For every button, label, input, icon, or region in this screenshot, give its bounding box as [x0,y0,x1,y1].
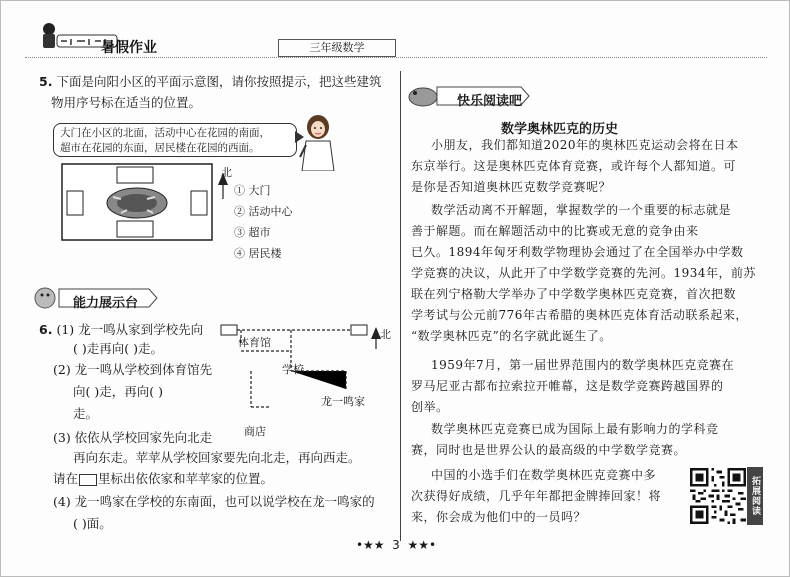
hint-line2: 超市在花园的东面，居民楼在花园的西面。 [60,142,260,154]
q6-p2c: 走。 [73,406,99,421]
label-school: 学校 [282,363,304,376]
article-line-18: 来，你会成为他们中的一员吗？ [411,510,587,524]
article-line-10: “数学奥林匹克”的名字就此诞生了。 [411,329,612,343]
article-line-2: 东京举行。这是奥林匹克体育竞赛，或许每个人都知道。可 [411,159,737,173]
label-gym: 体育馆 [238,336,271,349]
q6-number: 6. [39,322,53,337]
article-title: 数学奥林匹克的历史 [501,122,619,137]
q6-p4b: ( )面。 [73,516,112,531]
label-shop: 商店 [244,425,266,438]
teacher-illustration-icon [298,113,338,171]
article-line-9: 学考试与公元前776年古希腊的奥林匹克体育活动联系起来， [411,308,748,322]
q6-p1a: 6. (1) 龙一鸣从家到学校先向 [39,322,204,337]
qr-code-icon[interactable] [690,467,746,525]
legend-supermarket: ③ 超市 [234,226,271,239]
article-line-4: 数学活动离不开解题，掌握数学的一个重要的标志就是 [431,203,732,217]
q6-p2a: (2) 龙一鸣从学校到体育馆先 [53,362,213,377]
qr-extended-reading-label: 拓展阅读 [747,467,763,525]
article-line-15: 赛，同时也是世界公认的最高级的中学数学竞赛。 [411,443,687,457]
page-number: 3 [392,538,400,552]
article-line-11: 1959年7月，第一届世界范围内的数学奥林匹克竞赛在 [431,358,735,372]
article-line-17: 次获得好成绩，几乎年年都把金牌捧回家！将 [411,489,662,503]
map-north-label: 北 [221,166,232,179]
q6-p1b: ( )走再向( )走。 [73,341,163,356]
article-line-13: 创举。 [411,400,449,414]
q6-p3b: 再向东走。苹苹从学校回家要先向北走，再向西走。 [73,450,361,465]
q6-p4a: (4) 龙一鸣家在学校的东南面，也可以说学校在龙一鸣家的 [53,494,375,509]
article-line-1: 小朋友，我们都知道2020年的奥林匹克运动会将在日本 [431,138,739,152]
footer-stars-right: ★★• [407,538,437,552]
q5-line1: 5. 下面是向阳小区的平面示意图，请你按照提示，把这些建筑 [39,74,382,89]
article-line-12: 罗马尼亚古都布拉索拉开帷幕，这是数学竞赛跨越国界的 [411,379,724,393]
legend-activity-center: ② 活动中心 [234,205,293,218]
reading-section-label: 快乐阅读吧 [457,94,523,109]
header-title: 暑假作业 [101,40,157,56]
header-divider [25,57,767,58]
route-north-label: 北 [380,328,391,341]
grade-label: 三年级数学 [278,39,396,57]
article-line-16: 中国的小选手们在数学奥林匹克竞赛中多 [431,468,657,482]
legend-residential: ④ 居民楼 [234,247,282,260]
legend-gate: ① 大门 [234,184,271,197]
q6-p2b: 向( )走，再向( ) [73,384,163,399]
page-footer [1,538,790,552]
answer-box-icon [79,474,97,486]
ability-section-label: 能力展示台 [73,296,139,311]
q5-number: 5. [39,74,53,89]
label-home: 龙一鸣家 [321,395,365,408]
footer-stars-left: •★★ [355,538,385,552]
hint-line1: 大门在小区的北面，活动中心在花园的南面， [60,127,270,139]
article-line-14: 数学奥林匹克竞赛已成为国际上最有影响力的学科竞 [431,422,719,436]
neighborhood-map [61,163,213,241]
article-line-3: 是你是否知道奥林匹克数学竞赛呢？ [411,180,612,194]
column-divider [400,71,401,541]
article-line-7: 学竞赛的决议，从此开了中学数学竞赛的先河。1934年，前苏 [411,266,757,280]
q5-line2: 物用序号标在适当的位置。 [51,95,202,110]
q6-p3c: 请在 里标出依依家和苹苹家的位置。 [53,471,274,486]
hint-bubble [53,123,297,157]
page-header [1,1,790,67]
article-line-8: 联在列宁格勒大学举办了中学数学奥林匹克竞赛，首次把数 [411,287,737,301]
article-line-5: 善于解题。而在解题活动中的比赛或无意的竞争由来 [411,224,699,238]
q6-p3a: (3) 依依从学校回家先向北走 [53,430,213,445]
article-line-6: 已久。1894年匈牙利数学物理协会通过了在全国举办中学数 [411,245,744,259]
